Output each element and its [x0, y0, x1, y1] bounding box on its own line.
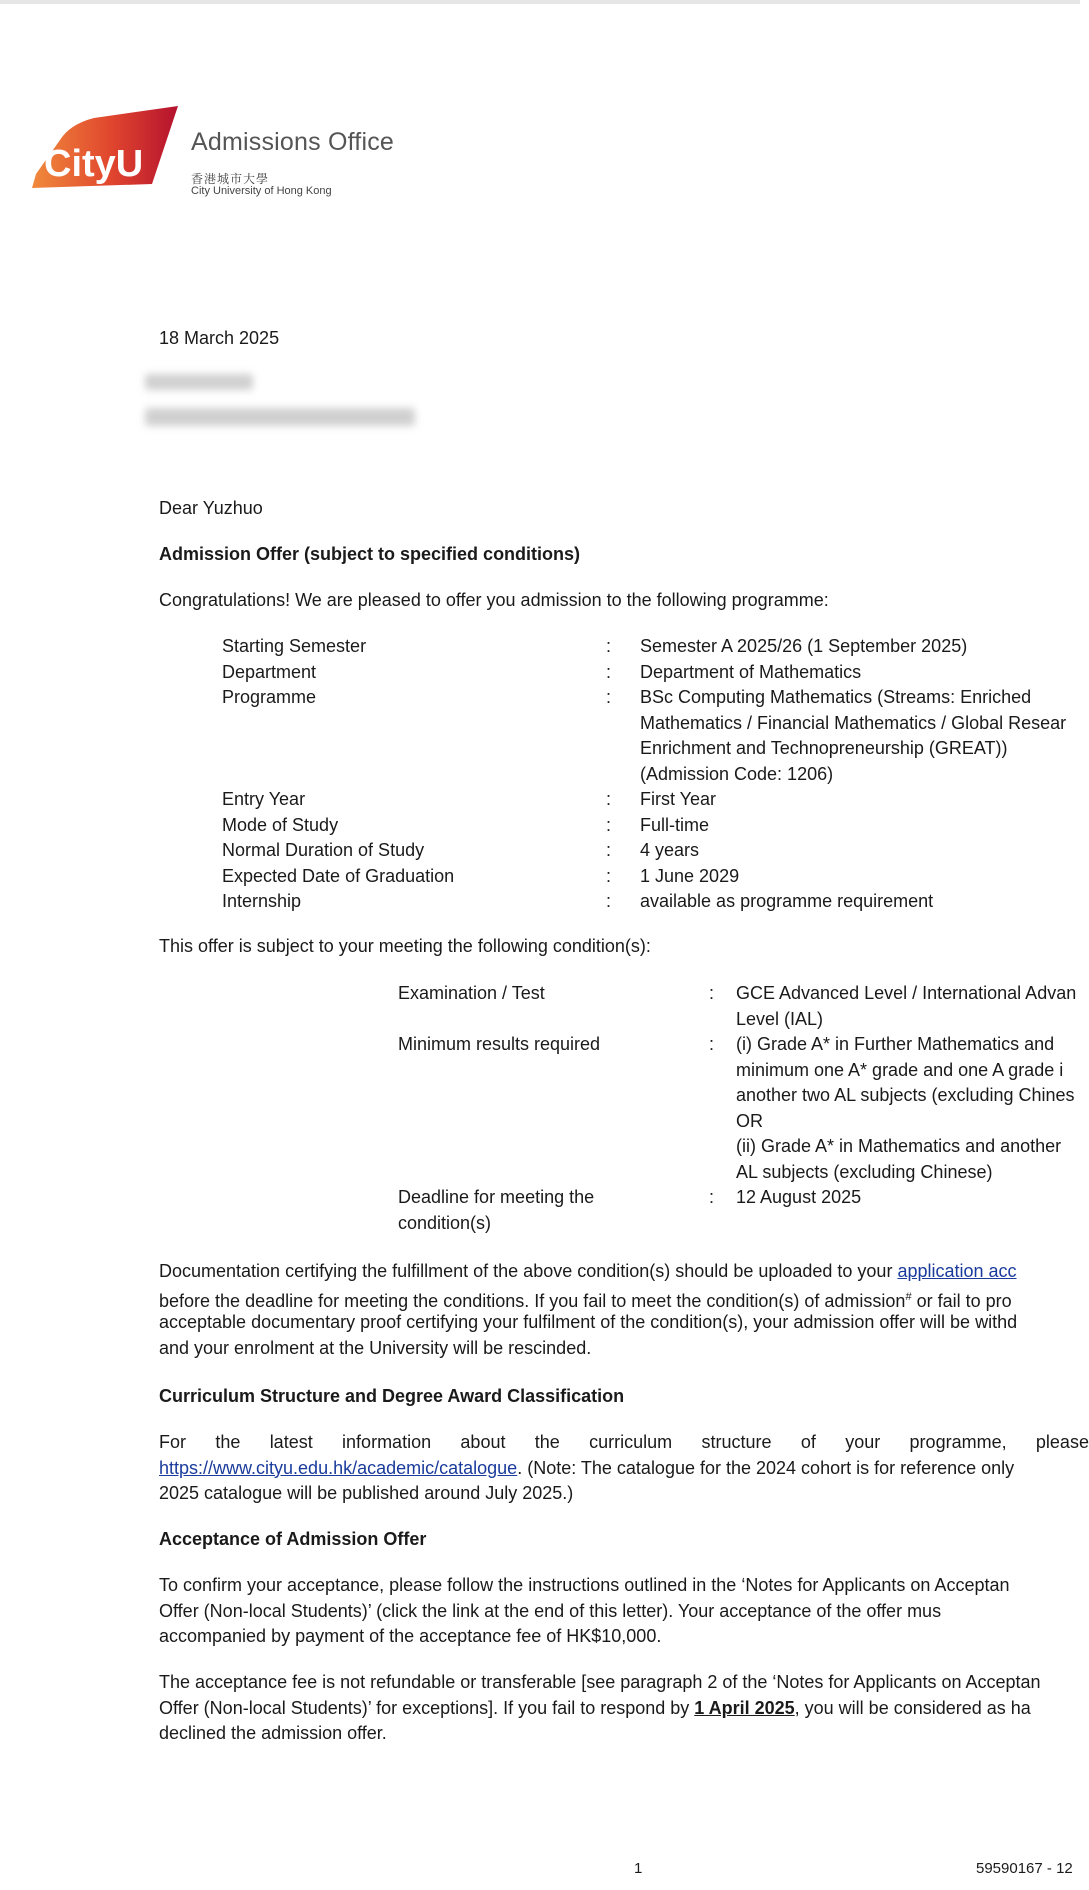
word: programme, [909, 1432, 1007, 1452]
detail-value: 1 June 2029 [640, 865, 740, 886]
condition-colon: : [709, 1034, 715, 1054]
redacted-name [145, 374, 253, 390]
word: the [215, 1432, 241, 1452]
word: curriculum [589, 1432, 673, 1452]
acceptance-text: Offer (Non-local Students)’ for exceptions]. If you fail to respond by [159, 1697, 695, 1718]
documentation-line: acceptable documentary proof certifying your fulfilment of the condition(s), your admission offer will be withd [159, 1312, 1018, 1332]
word: information [342, 1432, 432, 1452]
detail-value: Enrichment and Technopreneurship (GREAT)) [640, 738, 1008, 758]
detail-colon: : [606, 814, 612, 835]
university-name-chinese: 香港城市大學 [191, 172, 270, 186]
documentation-line: and your enrolment at the University will be rescinded. [159, 1337, 592, 1358]
word: your [845, 1432, 881, 1452]
detail-label: Entry Year [222, 789, 306, 809]
documentation-text: or fail to pro [911, 1290, 1012, 1311]
logo-text: CityU [44, 143, 144, 185]
university-name-english: City University of Hong Kong [191, 185, 332, 197]
condition-value: (i) Grade A* in Further Mathematics and [736, 1034, 1055, 1054]
letter-date: 18 March 2025 [159, 328, 280, 348]
office-title: Admissions Office [191, 128, 395, 156]
detail-value: Semester A 2025/26 (1 September 2025) [640, 636, 968, 656]
detail-colon: : [606, 687, 612, 707]
page-number: 1 [634, 1860, 643, 1877]
condition-label: Deadline for meeting the [398, 1187, 595, 1207]
detail-colon: : [606, 661, 612, 682]
detail-label: Expected Date of Graduation [222, 865, 455, 886]
word: the [534, 1432, 560, 1452]
acceptance-heading: Acceptance of Admission Offer [159, 1529, 427, 1549]
condition-value: GCE Advanced Level / International Advan [736, 983, 1077, 1003]
acceptance-line [159, 1696, 1031, 1722]
documentation-line [159, 1259, 1017, 1285]
acceptance-line: declined the admission offer. [159, 1723, 387, 1743]
documentation-text: Documentation certifying the fulfillment of the above condition(s) should be uploaded to your [159, 1261, 898, 1281]
cityu-logo-mark [26, 104, 186, 200]
condition-value: OR [736, 1110, 763, 1131]
acceptance-line: accompanied by payment of the acceptance fee of HK$10,000. [159, 1626, 662, 1646]
detail-label: Mode of Study [222, 814, 339, 835]
word: For [159, 1432, 186, 1452]
word: please [1035, 1432, 1089, 1452]
condition-colon: : [709, 983, 715, 1003]
condition-value: minimum one A* grade and one A grade i [736, 1059, 1064, 1080]
condition-label: condition(s) [398, 1212, 492, 1233]
documentation-text: before the deadline for meeting the conditions. If you fail to meet the condition(s) of admission [159, 1290, 906, 1311]
curriculum-heading: Curriculum Structure and Degree Award Classification [159, 1386, 625, 1406]
acceptance-text: , you will be considered as ha [794, 1697, 1031, 1718]
curriculum-line [159, 1456, 1014, 1482]
detail-value: BSc Computing Mathematics (Streams: Enriched [640, 687, 1032, 707]
top-edge [0, 0, 1080, 4]
detail-colon: : [606, 636, 612, 656]
conditions-intro: This offer is subject to your meeting the following condition(s): [159, 936, 651, 956]
word: latest [269, 1432, 313, 1452]
acceptance-line: To confirm your acceptance, please follow the instructions outlined in the ‘Notes for Applicants on Acceptan [159, 1575, 1010, 1595]
condition-label: Minimum results required [398, 1034, 601, 1054]
detail-value: (Admission Code: 1206) [640, 763, 834, 784]
detail-colon: : [606, 891, 612, 911]
condition-colon: : [709, 1187, 715, 1207]
detail-label: Department [222, 661, 317, 682]
acceptance-line: The acceptance fee is not refundable or transferable [see paragraph 2 of the ‘Notes for Applicants on Acceptan [159, 1672, 1041, 1692]
cityu-logo [26, 104, 186, 200]
offer-subject: Admission Offer (subject to specified conditions) [159, 544, 581, 564]
condition-value: another two AL subjects (excluding Chines [736, 1085, 1075, 1105]
detail-label: Internship [222, 891, 302, 911]
detail-value: Full-time [640, 814, 710, 835]
detail-colon: : [606, 840, 612, 860]
acceptance-line: Offer (Non-local Students)’ (click the link at the end of this letter). Your acceptance of the offer mus [159, 1600, 942, 1621]
curriculum-text: . (Note: The catalogue for the 2024 cohort is for reference only [517, 1457, 1015, 1478]
condition-value: Level (IAL) [736, 1008, 824, 1029]
word: about [460, 1432, 506, 1452]
detail-label: Normal Duration of Study [222, 840, 425, 860]
detail-value: available as programme requirement [640, 891, 934, 911]
detail-value: Department of Mathematics [640, 661, 862, 682]
application-account-link[interactable]: application acc [897, 1261, 1017, 1281]
word: of [800, 1432, 816, 1452]
salutation: Dear Yuzhuo [159, 498, 263, 518]
condition-value: 12 August 2025 [736, 1187, 862, 1207]
catalogue-link[interactable]: https://www.cityu.edu.hk/academic/catalogue [159, 1457, 518, 1478]
redacted-address [145, 408, 415, 426]
reference-number: 59590167 - 12 [976, 1860, 1073, 1877]
detail-value: Mathematics / Financial Mathematics / Global Resear [640, 712, 1067, 733]
detail-colon: : [606, 789, 612, 809]
condition-value: (ii) Grade A* in Mathematics and another [736, 1136, 1062, 1156]
curriculum-line [159, 1430, 1089, 1456]
condition-label: Examination / Test [398, 983, 545, 1003]
detail-value: 4 years [640, 840, 700, 860]
response-deadline: 1 April 2025 [694, 1697, 795, 1718]
curriculum-line: 2025 catalogue will be published around July 2025.) [159, 1483, 574, 1503]
detail-label: Programme [222, 687, 317, 707]
condition-value: AL subjects (excluding Chinese) [736, 1161, 993, 1182]
detail-value: First Year [640, 789, 717, 809]
footnote-marker: # [905, 1290, 912, 1303]
detail-label: Starting Semester [222, 636, 367, 656]
offer-intro: Congratulations! We are pleased to offer you admission to the following programme: [159, 590, 829, 610]
detail-colon: : [606, 865, 612, 886]
word: structure [701, 1432, 772, 1452]
